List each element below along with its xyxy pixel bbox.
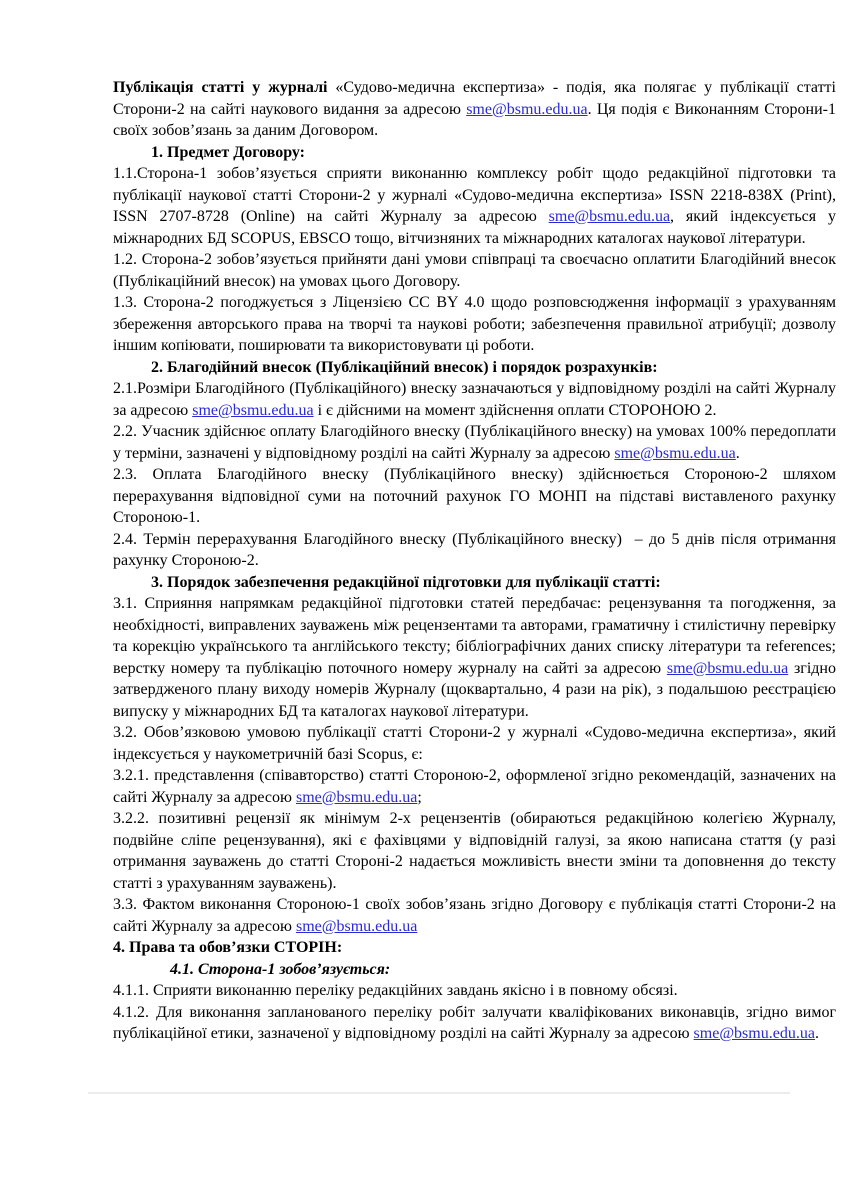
text-run: ; bbox=[417, 788, 422, 806]
text-run: . bbox=[814, 1025, 819, 1042]
document-body bbox=[113, 77, 836, 1045]
section-2-heading bbox=[113, 357, 836, 379]
email-link[interactable]: sme@bsmu.edu.ua bbox=[548, 208, 671, 225]
text-run: 4.1.1. Сприяти виконанню переліку редакційних завдань якісно і в повному обсязі. bbox=[113, 982, 678, 999]
text-run: 2.3. Оплата Благодійного внеску (Публікаційного внеску) здійснюється Стороною-2 шляхом перерахування відповідної суми на поточний рахунок ГО МОНП на підставі виставленого рахунку Стороною-1. bbox=[113, 466, 836, 526]
page-divider bbox=[88, 1092, 790, 1094]
text-run: 3.2.1. представлення (співавторство) статті Стороною-2, оформленої згідно рекомендацій, зазначених на сайті Журналу за адресою bbox=[113, 767, 836, 806]
email-link[interactable]: sme@bsmu.edu.ua bbox=[666, 659, 789, 677]
section-3-heading bbox=[113, 572, 836, 594]
text-run: 2.1.Розміри Благодійного (Публікаційного) внеску зазначаються у відповідному розділі на сайті Журналу за адресою bbox=[113, 380, 836, 419]
clause-1-3 bbox=[113, 292, 836, 357]
text-run: . Ця подія є Виконанням Сторони-1 своїх зобов’язань за даним Договором. bbox=[113, 100, 836, 139]
email-link[interactable]: sme@bsmu.edu.ua bbox=[295, 917, 418, 935]
text-run: 3.3. Фактом виконання Стороною-1 своїх зобов’язань згідно Договору є публікація статті Сторони-2 на сайті Журналу за адресою bbox=[113, 896, 836, 935]
clause-3-1 bbox=[113, 593, 836, 722]
email-link[interactable]: sme@bsmu.edu.ua bbox=[295, 788, 418, 806]
email-link[interactable]: sme@bsmu.edu.ua bbox=[614, 444, 736, 462]
text-run: 1.2. Сторона-2 зобов’язується прийняти дані умови співпраці та своєчасно оплатити Благодійний внесок (Публікаційний внесок) на умовах цього Договору. bbox=[113, 251, 836, 290]
text-run: 1. Предмет Договору: bbox=[151, 143, 305, 161]
preamble-paragraph bbox=[113, 77, 836, 142]
text-run: 3.2.2. позитивні рецензії як мінімум 2-х рецензентів (обираються редакційною колегією Журналу, подвійне сліпе рецензування), які є фахівцями у відповідній галузі, за якою написана стаття (у разі отримання зауважень до статті Стороні-2 надається можливість внести зміни та доповнення до тексту статті з урахуванням зауважень). bbox=[113, 810, 836, 892]
clause-2-3 bbox=[113, 464, 836, 529]
clause-2-4 bbox=[113, 529, 836, 572]
clause-3-2-2 bbox=[113, 808, 836, 894]
text-run: 1.1.Сторона-1 зобов’язується сприяти виконанню комплексу робіт щодо редакційної підготовки та публікації наукової статті Сторони-2 у журналі «Судово-медична експертиза» ISSN 2218-838X (Print), ISSN 2707-8728 (Online) на сайті Журналу за адресою bbox=[113, 165, 836, 225]
clause-3-2-1 bbox=[113, 765, 836, 808]
section-1-heading bbox=[113, 142, 836, 164]
text-run: 2.4. Термін перерахування Благодійного внеску (Публікаційного внеску) – до 5 днів після отримання рахунку Стороною-2. bbox=[113, 530, 836, 569]
clause-2-1 bbox=[113, 378, 836, 421]
text-run: Публікація статті у журналі bbox=[113, 79, 336, 96]
email-link[interactable]: sme@bsmu.edu.ua bbox=[192, 401, 314, 419]
text-run: 4.1.2. Для виконання запланованого переліку робіт залучати кваліфікованих виконавців, згідно вимог публікаційної етики, зазначеної у відповідному розділі на сайті Журналу за адресою bbox=[113, 1003, 836, 1042]
clause-4-1-2 bbox=[113, 1002, 836, 1045]
clause-3-3 bbox=[113, 894, 836, 937]
text-run: згідно затвердженого плану виходу номерів Журналу (щоквартально, 4 рази на рік), з подальшою реєстрацією випуску у міжнародних БД та каталогах наукової літератури. bbox=[113, 659, 836, 720]
text-run: 3.1. Сприяння напрямкам редакційної підготовки статей передбачає: рецензування та погодження, за необхідності, виправлених зауважень між рецензентами та авторами, граматичну і стилістичну перевірку та корекцію українського та англійського тексту; бібліографічних даних списку літератури та references; верстку номеру та публікацію поточного номеру журналу на сайті за адресою bbox=[113, 595, 836, 677]
email-link[interactable]: sme@bsmu.edu.ua bbox=[693, 1025, 815, 1042]
section-4-heading bbox=[113, 937, 836, 959]
text-run: «Судово-медична експертиза» - подія, яка полягає у публікації статті Сторони-2 на сайті наукового видання за адресою bbox=[113, 79, 836, 118]
clause-1-1 bbox=[113, 163, 836, 249]
clause-2-2 bbox=[113, 421, 836, 464]
text-run: і є дійсними на момент здійснення оплати СТОРОНОЮ 2. bbox=[313, 401, 717, 419]
text-run: 4. Права та обов’язки СТОРІН: bbox=[113, 939, 343, 956]
text-run: 3.2. Обов’язковою умовою публікації статті Сторони-2 у журналі «Судово-медична експертиза», який індексується у наукометричній базі Scopus, є: bbox=[113, 724, 836, 763]
text-run: , який індексується у міжнародних БД SCOPUS, EBSCO тощо, вітчизняних та міжнародних каталогах наукової літератури. bbox=[113, 208, 836, 247]
clause-3-2 bbox=[113, 722, 836, 765]
clause-1-2 bbox=[113, 249, 836, 292]
text-run: 3. Порядок забезпечення редакційної підготовки для публікації статті: bbox=[151, 573, 661, 591]
text-run: . bbox=[735, 444, 740, 462]
text-run: 1.3. Сторона-2 погоджується з Ліцензією CC BY 4.0 щодо розповсюдження інформації з урахуванням збереження авторського права на творчі та наукові роботи; забезпечення правильної атрибуції; дозволу іншим копіювати, поширювати та використовувати ці роботи. bbox=[113, 294, 836, 354]
email-link[interactable]: sme@bsmu.edu.ua bbox=[466, 100, 588, 118]
clause-4-1-heading bbox=[113, 959, 836, 981]
text-run: 4.1. Сторона-1 зобов’язується: bbox=[170, 960, 391, 978]
text-run: 2. Благодійний внесок (Публікаційний внесок) і порядок розрахунків: bbox=[151, 358, 658, 376]
text-run: 2.2. Учасник здійснює оплату Благодійного внеску (Публікаційного внеску) на умовах 100% передоплати у терміни, зазначені у відповідному розділі на сайті Журналу за адресою bbox=[113, 423, 836, 462]
clause-4-1-1 bbox=[113, 980, 836, 1002]
